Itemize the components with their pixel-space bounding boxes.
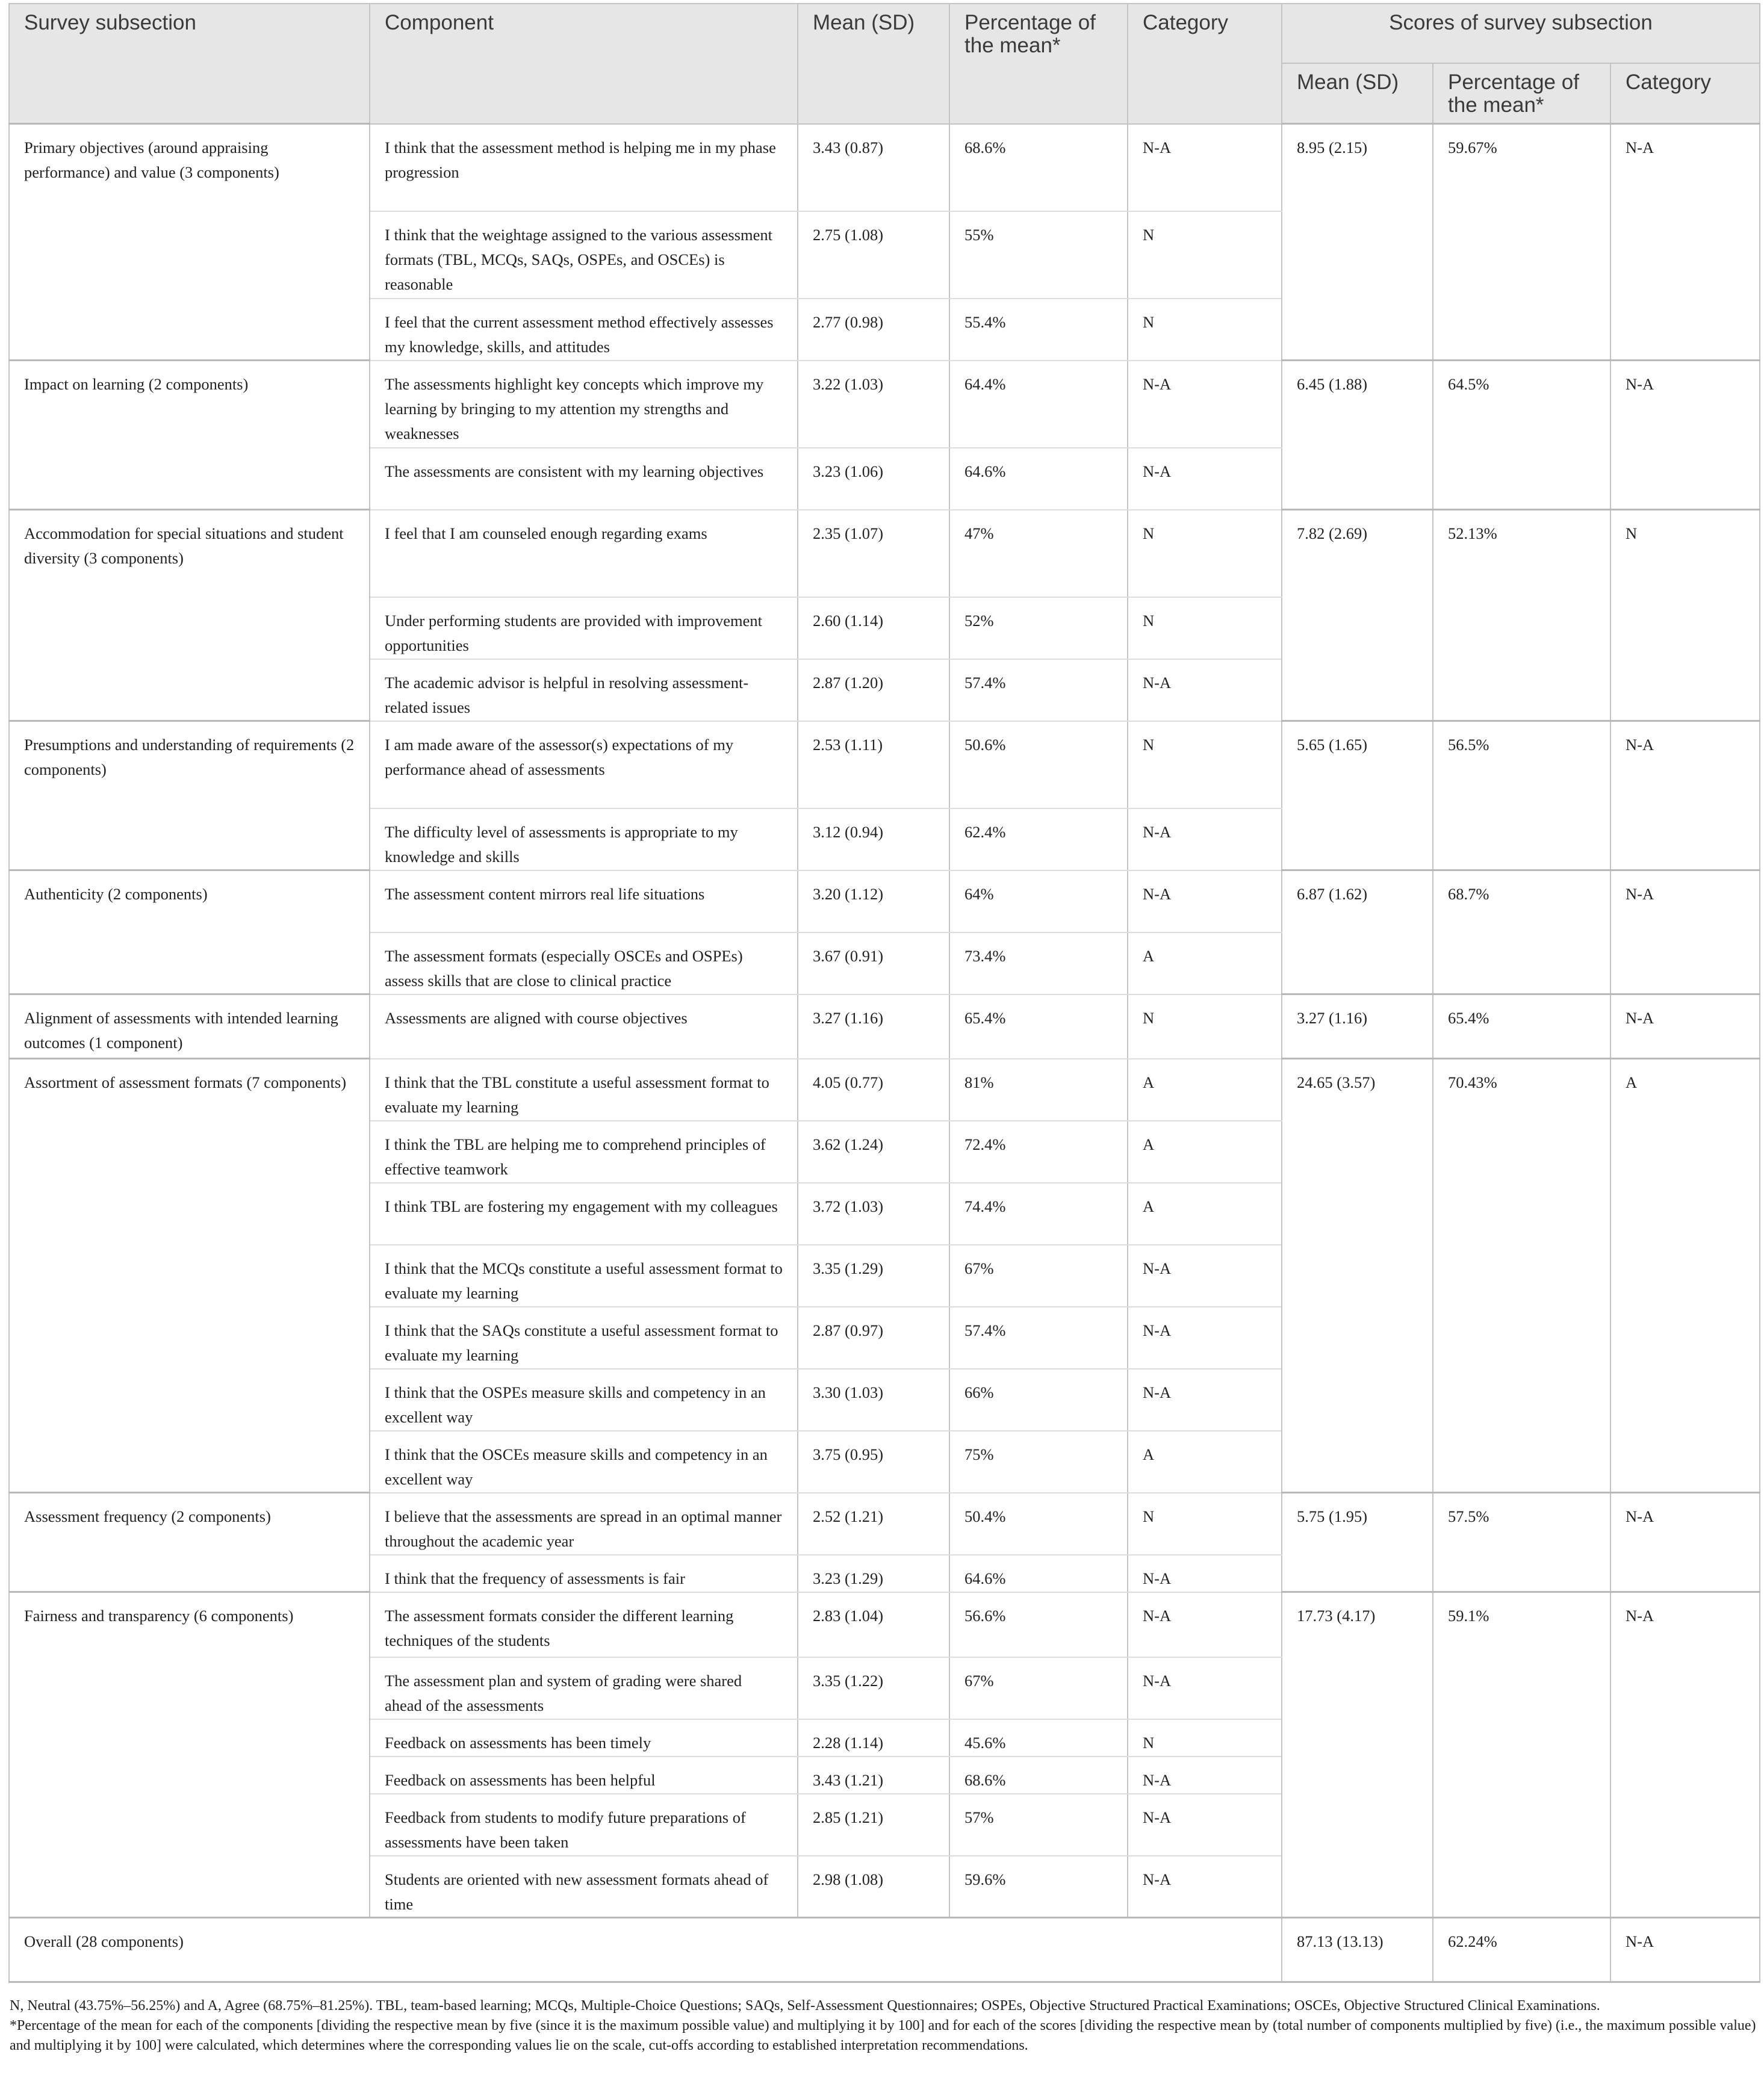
percentage-cell: 65.4% <box>949 994 1128 1059</box>
category-cell: N-A <box>1128 124 1282 211</box>
percentage-cell: 75% <box>949 1431 1128 1493</box>
percentage-cell: 59.6% <box>949 1856 1128 1918</box>
table-row <box>9 361 1760 448</box>
score-category-cell: A <box>1610 1059 1760 1493</box>
category-cell: N-A <box>1128 1657 1282 1719</box>
category-cell: N-A <box>1128 1245 1282 1307</box>
mean-sd-cell: 2.28 (1.14) <box>798 1719 949 1757</box>
score-mean-sd-cell: 3.27 (1.16) <box>1282 994 1433 1059</box>
percentage-cell: 52% <box>949 597 1128 659</box>
footnote-abbreviations: N, Neutral (43.75%–56.25%) and A, Agree (68.75%–81.25%). TBL, team-based learning; MCQs, Multiple-Choice Questions; SAQs, Self-Assessment Questionnaires; OSPEs, Objective Structured Practical Examinations; OSCEs, Objective Structured Clinical Examinations. <box>10 1998 1600 2014</box>
mean-sd-cell: 2.87 (0.97) <box>798 1307 949 1369</box>
percentage-cell: 62.4% <box>949 808 1128 870</box>
mean-sd-cell: 2.87 (1.20) <box>798 659 949 721</box>
table-row <box>9 870 1760 932</box>
survey-subsection-cell: Fairness and transparency (6 components) <box>9 1592 370 1918</box>
component-cell: The assessment content mirrors real life situations <box>370 870 798 932</box>
mean-sd-cell: 3.62 (1.24) <box>798 1121 949 1183</box>
category-cell: N-A <box>1128 1592 1282 1657</box>
category-cell: N-A <box>1128 361 1282 448</box>
mean-sd-cell: 3.35 (1.29) <box>798 1245 949 1307</box>
mean-sd-cell: 2.53 (1.11) <box>798 721 949 808</box>
survey-subsection-cell: Assessment frequency (2 components) <box>9 1493 370 1592</box>
table-row <box>9 510 1760 597</box>
mean-sd-cell: 3.75 (0.95) <box>798 1431 949 1493</box>
mean-sd-cell: 3.20 (1.12) <box>798 870 949 932</box>
category-cell: N-A <box>1128 1307 1282 1369</box>
mean-sd-cell: 2.60 (1.14) <box>798 597 949 659</box>
survey-results-table <box>8 3 1760 1983</box>
component-cell: I feel that the current assessment method effectively assesses my knowledge, skills, and attitudes <box>370 299 798 361</box>
percentage-cell: 67% <box>949 1245 1128 1307</box>
score-percentage-cell: 52.13% <box>1433 510 1610 721</box>
mean-sd-cell: 2.35 (1.07) <box>798 510 949 597</box>
score-percentage-cell: 56.5% <box>1433 721 1610 870</box>
percentage-cell: 57.4% <box>949 659 1128 721</box>
header-mean-sd: Mean (SD) <box>798 4 949 124</box>
score-mean-sd-cell: 6.87 (1.62) <box>1282 870 1433 994</box>
category-cell: N <box>1128 1719 1282 1757</box>
component-cell: I feel that I am counseled enough regarding exams <box>370 510 798 597</box>
header-scores-mean-sd: Mean (SD) <box>1282 63 1433 124</box>
percentage-cell: 81% <box>949 1059 1128 1121</box>
category-cell: N-A <box>1128 870 1282 932</box>
mean-sd-cell: 3.22 (1.03) <box>798 361 949 448</box>
mean-sd-cell: 2.98 (1.08) <box>798 1856 949 1918</box>
mean-sd-cell: 2.77 (0.98) <box>798 299 949 361</box>
survey-subsection-cell: Authenticity (2 components) <box>9 870 370 994</box>
category-cell: N-A <box>1128 659 1282 721</box>
score-mean-sd-cell: 24.65 (3.57) <box>1282 1059 1433 1493</box>
footnote-percentage-method: *Percentage of the mean for each of the components [dividing the respective mean by five (since it is the maximum possible value) and multiplying it by 100] and for each of the scores [dividing the respective mean by (total number of components multiplied by five) (i.e., the maximum possible value) and multiplying it by 100] were calculated, which determines where the corresponding values lie on the scale, cut-offs according to established interpretation recommendations. <box>10 2018 1756 2053</box>
mean-sd-cell: 3.30 (1.03) <box>798 1369 949 1431</box>
percentage-cell: 64% <box>949 870 1128 932</box>
table-row <box>9 994 1760 1059</box>
category-cell: N <box>1128 1493 1282 1555</box>
header-component: Component <box>370 4 798 124</box>
category-cell: A <box>1128 932 1282 994</box>
header-scores-category: Category <box>1610 63 1760 124</box>
score-mean-sd-cell: 6.45 (1.88) <box>1282 361 1433 510</box>
percentage-cell: 64.6% <box>949 448 1128 510</box>
component-cell: The assessments highlight key concepts which improve my learning by bringing to my attention my strengths and weaknesses <box>370 361 798 448</box>
mean-sd-cell: 2.52 (1.21) <box>798 1493 949 1555</box>
survey-subsection-cell: Primary objectives (around appraising performance) and value (3 components) <box>9 124 370 361</box>
percentage-cell: 56.6% <box>949 1592 1128 1657</box>
component-cell: The assessment plan and system of grading were shared ahead of the assessments <box>370 1657 798 1719</box>
category-cell: N <box>1128 510 1282 597</box>
score-mean-sd-cell: 5.75 (1.95) <box>1282 1493 1433 1592</box>
component-cell: I think that the frequency of assessments is fair <box>370 1555 798 1592</box>
score-percentage-cell: 59.67% <box>1433 124 1610 361</box>
component-cell: I think that the MCQs constitute a useful assessment format to evaluate my learning <box>370 1245 798 1307</box>
category-cell: N-A <box>1128 1794 1282 1856</box>
table-row <box>9 1592 1760 1657</box>
header-category: Category <box>1128 4 1282 124</box>
table-row <box>9 1493 1760 1555</box>
percentage-cell: 68.6% <box>949 124 1128 211</box>
category-cell: A <box>1128 1121 1282 1183</box>
score-category-cell: N-A <box>1610 1493 1760 1592</box>
percentage-cell: 64.6% <box>949 1555 1128 1592</box>
category-cell: A <box>1128 1059 1282 1121</box>
header-scores-percentage: Percentage of the mean* <box>1433 63 1610 124</box>
component-cell: The difficulty level of assessments is appropriate to my knowledge and skills <box>370 808 798 870</box>
percentage-cell: 50.6% <box>949 721 1128 808</box>
survey-subsection-cell: Alignment of assessments with intended learning outcomes (1 component) <box>9 994 370 1059</box>
percentage-cell: 74.4% <box>949 1183 1128 1245</box>
percentage-cell: 57% <box>949 1794 1128 1856</box>
mean-sd-cell: 3.72 (1.03) <box>798 1183 949 1245</box>
score-mean-sd-cell: 5.65 (1.65) <box>1282 721 1433 870</box>
component-cell: The assessments are consistent with my learning objectives <box>370 448 798 510</box>
category-cell: N-A <box>1128 1856 1282 1918</box>
percentage-cell: 55% <box>949 211 1128 299</box>
mean-sd-cell: 2.83 (1.04) <box>798 1592 949 1657</box>
category-cell: N-A <box>1128 448 1282 510</box>
component-cell: I think that the OSCEs measure skills and competency in an excellent way <box>370 1431 798 1493</box>
component-cell: Under performing students are provided with improvement opportunities <box>370 597 798 659</box>
category-cell: N <box>1128 597 1282 659</box>
table-footnotes <box>8 1996 1759 2056</box>
mean-sd-cell: 3.23 (1.29) <box>798 1555 949 1592</box>
percentage-cell: 73.4% <box>949 932 1128 994</box>
score-category-cell: N-A <box>1610 1592 1760 1918</box>
category-cell: N-A <box>1128 1555 1282 1592</box>
component-cell: Feedback from students to modify future preparations of assessments have been taken <box>370 1794 798 1856</box>
component-cell: I think that the OSPEs measure skills and competency in an excellent way <box>370 1369 798 1431</box>
header-scores-group: Scores of survey subsection <box>1282 4 1760 63</box>
survey-subsection-cell: Impact on learning (2 components) <box>9 361 370 510</box>
mean-sd-cell: 3.35 (1.22) <box>798 1657 949 1719</box>
overall-row <box>9 1918 1760 1982</box>
component-cell: I think TBL are fostering my engagement with my colleagues <box>370 1183 798 1245</box>
mean-sd-cell: 2.85 (1.21) <box>798 1794 949 1856</box>
component-cell: I think that the TBL constitute a useful assessment format to evaluate my learning <box>370 1059 798 1121</box>
overall-label-cell: Overall (28 components) <box>9 1918 1282 1982</box>
score-category-cell: N-A <box>1610 124 1760 361</box>
score-category-cell: N <box>1610 510 1760 721</box>
score-percentage-cell: 59.1% <box>1433 1592 1610 1918</box>
mean-sd-cell: 3.12 (0.94) <box>798 808 949 870</box>
category-cell: A <box>1128 1431 1282 1493</box>
category-cell: N <box>1128 721 1282 808</box>
category-cell: N-A <box>1128 808 1282 870</box>
category-cell: N <box>1128 994 1282 1059</box>
component-cell: I think that the SAQs constitute a useful assessment format to evaluate my learning <box>370 1307 798 1369</box>
score-category-cell: N-A <box>1610 870 1760 994</box>
mean-sd-cell: 3.43 (1.21) <box>798 1757 949 1794</box>
component-cell: Assessments are aligned with course objectives <box>370 994 798 1059</box>
category-cell: N-A <box>1128 1369 1282 1431</box>
score-mean-sd-cell: 8.95 (2.15) <box>1282 124 1433 361</box>
category-cell: N <box>1128 299 1282 361</box>
category-cell: N <box>1128 211 1282 299</box>
category-cell: A <box>1128 1183 1282 1245</box>
component-cell: I think that the weightage assigned to the various assessment formats (TBL, MCQs, SAQs, OSPEs, and OSCEs) is reasonable <box>370 211 798 299</box>
mean-sd-cell: 3.43 (0.87) <box>798 124 949 211</box>
mean-sd-cell: 3.67 (0.91) <box>798 932 949 994</box>
score-percentage-cell: 68.7% <box>1433 870 1610 994</box>
score-category-cell: N-A <box>1610 994 1760 1059</box>
score-percentage-cell: 64.5% <box>1433 361 1610 510</box>
header-percentage: Percentage of the mean* <box>949 4 1128 124</box>
component-cell: Feedback on assessments has been helpful <box>370 1757 798 1794</box>
score-mean-sd-cell: 7.82 (2.69) <box>1282 510 1433 721</box>
score-mean-sd-cell: 17.73 (4.17) <box>1282 1592 1433 1918</box>
survey-subsection-cell: Presumptions and understanding of requirements (2 components) <box>9 721 370 870</box>
score-category-cell: N-A <box>1610 721 1760 870</box>
score-percentage-cell: 65.4% <box>1433 994 1610 1059</box>
percentage-cell: 50.4% <box>949 1493 1128 1555</box>
header-survey-subsection: Survey subsection <box>9 4 370 124</box>
table-row <box>9 124 1760 211</box>
survey-subsection-cell: Assortment of assessment formats (7 components) <box>9 1059 370 1493</box>
overall-mean-sd-cell: 87.13 (13.13) <box>1282 1918 1433 1982</box>
percentage-cell: 66% <box>949 1369 1128 1431</box>
table-row <box>9 1059 1760 1121</box>
percentage-cell: 47% <box>949 510 1128 597</box>
component-cell: Students are oriented with new assessment formats ahead of time <box>370 1856 798 1918</box>
component-cell: The assessment formats (especially OSCEs and OSPEs) assess skills that are close to clinical practice <box>370 932 798 994</box>
component-cell: I think the TBL are helping me to comprehend principles of effective teamwork <box>370 1121 798 1183</box>
score-percentage-cell: 57.5% <box>1433 1493 1610 1592</box>
category-cell: N-A <box>1128 1757 1282 1794</box>
component-cell: I am made aware of the assessor(s) expectations of my performance ahead of assessments <box>370 721 798 808</box>
overall-category-cell: N-A <box>1610 1918 1760 1982</box>
percentage-cell: 45.6% <box>949 1719 1128 1757</box>
mean-sd-cell: 3.27 (1.16) <box>798 994 949 1059</box>
component-cell: The academic advisor is helpful in resolving assessment-related issues <box>370 659 798 721</box>
percentage-cell: 57.4% <box>949 1307 1128 1369</box>
score-percentage-cell: 70.43% <box>1433 1059 1610 1493</box>
table-row <box>9 721 1760 808</box>
percentage-cell: 72.4% <box>949 1121 1128 1183</box>
percentage-cell: 67% <box>949 1657 1128 1719</box>
mean-sd-cell: 2.75 (1.08) <box>798 211 949 299</box>
component-cell: I believe that the assessments are spread in an optimal manner throughout the academic year <box>370 1493 798 1555</box>
component-cell: I think that the assessment method is helping me in my phase progression <box>370 124 798 211</box>
percentage-cell: 55.4% <box>949 299 1128 361</box>
table-container <box>8 3 1759 2056</box>
survey-subsection-cell: Accommodation for special situations and student diversity (3 components) <box>9 510 370 721</box>
table-body <box>9 124 1760 1982</box>
percentage-cell: 64.4% <box>949 361 1128 448</box>
component-cell: Feedback on assessments has been timely <box>370 1719 798 1757</box>
mean-sd-cell: 4.05 (0.77) <box>798 1059 949 1121</box>
mean-sd-cell: 3.23 (1.06) <box>798 448 949 510</box>
component-cell: The assessment formats consider the different learning techniques of the students <box>370 1592 798 1657</box>
overall-percentage-cell: 62.24% <box>1433 1918 1610 1982</box>
percentage-cell: 68.6% <box>949 1757 1128 1794</box>
score-category-cell: N-A <box>1610 361 1760 510</box>
